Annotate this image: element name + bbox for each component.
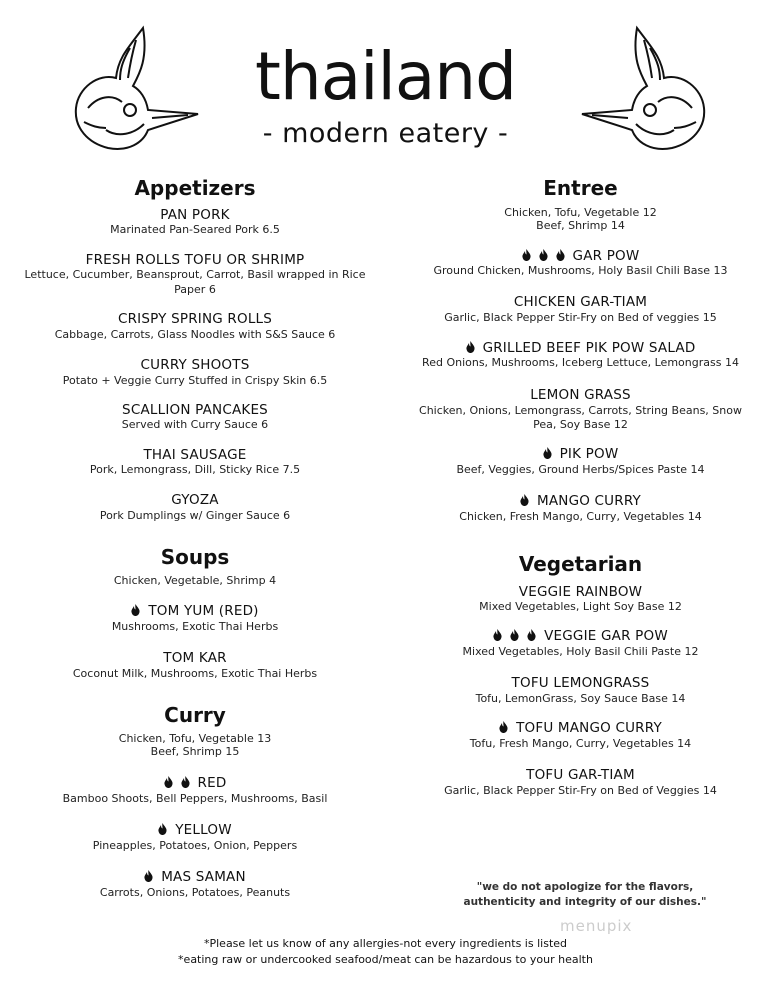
menu-item-name: CRISPY SPRING ROLLS <box>117 311 273 327</box>
menu-item-name-text: TOM YUM (RED) <box>148 603 259 619</box>
menu-item-name-text: GRILLED BEEF PIK POW SALAD <box>482 340 696 356</box>
menu-item-name: TOFU GAR-TIAM <box>526 767 635 783</box>
menu-item-desc: Garlic, Black Pepper Stir-Fry on Bed of Veggies 14 <box>444 784 717 797</box>
menu-item-name <box>0 822 390 838</box>
flame-icon <box>543 447 552 459</box>
tagline-line: "we do not apologize for the flavors, <box>476 881 694 893</box>
menu-item-name: FRESH ROLLS TOFU OR SHRIMP <box>85 252 305 268</box>
flame-icon <box>158 823 167 835</box>
restaurant-title: thailand <box>255 38 516 115</box>
restaurant-subtitle: - modern eatery - <box>262 118 509 149</box>
menu-item-desc: Tofu, Fresh Mango, Curry, Vegetables 14 <box>469 737 692 750</box>
vegetarian-title: Vegetarian <box>518 552 643 576</box>
allergy-footnote: *Please let us know of any allergies-not every ingredients is listed <box>203 937 568 950</box>
menu-item-name-text: MAS SAMAN <box>161 869 246 885</box>
watermark: menupix <box>560 917 633 935</box>
flame-icon <box>131 604 140 616</box>
menu-item-name <box>390 248 771 264</box>
menu-item-name: SCALLION PANCAKES <box>122 402 268 418</box>
flame-icon <box>510 629 519 641</box>
menu-item-name <box>390 493 771 509</box>
entree-note: Chicken, Tofu, Vegetable 12 <box>504 206 657 219</box>
menu-item-desc: Cabbage, Carrots, Glass Noodles with S&S Sauce 6 <box>54 328 336 341</box>
flame-icon <box>493 629 502 641</box>
raw-food-footnote: *eating raw or undercooked seafood/meat can be hazardous to your health <box>178 953 593 966</box>
appetizers-title: Appetizers <box>134 176 256 200</box>
curry-title: Curry <box>164 703 226 727</box>
menu-item-desc: Served with Curry Sauce 6 <box>121 418 269 431</box>
menu-item-name-text: GAR POW <box>572 248 640 264</box>
menu-item-desc: Carrots, Onions, Potatoes, Peanuts <box>99 886 291 899</box>
flame-icon <box>164 776 173 788</box>
menu-item-desc: Ground Chicken, Mushrooms, Holy Basil Chili Base 13 <box>433 264 728 277</box>
menu-item-name: TOFU LEMONGRASS <box>511 675 650 691</box>
soups-note: Chicken, Vegetable, Shrimp 4 <box>113 574 277 587</box>
flame-icon <box>499 721 508 733</box>
menu-item-name-text: PIK POW <box>559 446 619 462</box>
menu-item-name <box>390 720 771 736</box>
menu-item-desc: Pork Dumplings w/ Ginger Sauce 6 <box>99 509 291 522</box>
menu-item-desc: Coconut Milk, Mushrooms, Exotic Thai Herbs <box>72 667 318 680</box>
menu-item-name: CURRY SHOOTS <box>140 357 250 373</box>
tagline-quote <box>455 880 715 910</box>
menu-item-desc: Chicken, Fresh Mango, Curry, Vegetables 14 <box>459 510 702 523</box>
menu-item-name-text: RED <box>197 775 227 791</box>
menu-item-desc: Garlic, Black Pepper Stir-Fry on Bed of veggies 15 <box>444 311 717 324</box>
menu-item-desc: Mixed Vegetables, Holy Basil Chili Paste 12 <box>462 645 699 658</box>
menu-item-name-text: MANGO CURRY <box>536 493 641 509</box>
menu-item-desc: Paper 6 <box>174 283 216 296</box>
menu-item-name <box>390 628 771 644</box>
flame-icon <box>539 249 548 261</box>
menu-item-name <box>0 869 390 885</box>
menu-item-name <box>390 340 771 356</box>
menu-item-desc: Pork, Lemongrass, Dill, Sticky Rice 7.5 <box>89 463 301 476</box>
flame-icon <box>144 870 153 882</box>
menu-item-name-text: TOFU MANGO CURRY <box>516 720 662 736</box>
menu-item-desc: Bamboo Shoots, Bell Peppers, Mushrooms, Basil <box>62 792 328 805</box>
flame-icon <box>556 249 565 261</box>
tagline-line: authenticity and integrity of our dishes." <box>463 896 707 908</box>
menu-item-desc: Mushrooms, Exotic Thai Herbs <box>111 620 279 633</box>
curry-note: Beef, Shrimp 15 <box>150 745 240 758</box>
menu-item-desc: Beef, Veggies, Ground Herbs/Spices Paste 14 <box>456 463 705 476</box>
flame-icon <box>520 494 529 506</box>
menu-item-name: THAI SAUSAGE <box>143 447 247 463</box>
menu-item-name: PAN PORK <box>160 207 230 223</box>
menu-item-name: VEGGIE RAINBOW <box>518 584 643 600</box>
flame-icon <box>181 776 190 788</box>
menu-item-desc: Red Onions, Mushrooms, Iceberg Lettuce, Lemongrass 14 <box>422 356 739 369</box>
menu-item-name: TOM KAR <box>163 650 227 666</box>
menu-item-desc: Lettuce, Cucumber, Beansprout, Carrot, Basil wrapped in Rice <box>24 268 366 281</box>
menu-item-name <box>390 446 771 462</box>
menu-item-name: CHICKEN GAR-TIAM <box>513 294 648 310</box>
menu-item-desc: Tofu, LemonGrass, Soy Sauce Base 14 <box>475 692 686 705</box>
menu-item-name <box>0 603 390 619</box>
menu-item-name-text: VEGGIE GAR POW <box>544 628 668 644</box>
menu-item-name: GYOZA <box>171 492 219 508</box>
menu-item-desc: Potato + Veggie Curry Stuffed in Crispy Skin 6.5 <box>62 374 328 387</box>
curry-note: Chicken, Tofu, Vegetable 13 <box>118 732 272 745</box>
menu-item-name-text: YELLOW <box>175 822 232 838</box>
menu-item-desc: Marinated Pan-Seared Pork 6.5 <box>110 223 280 236</box>
menu-item-name <box>0 775 390 791</box>
menu-item-desc: Pea, Soy Base 12 <box>533 418 628 431</box>
flame-icon <box>466 341 475 353</box>
flame-icon <box>527 629 536 641</box>
menu-item-desc: Mixed Vegetables, Light Soy Base 12 <box>479 600 682 613</box>
soups-title: Soups <box>160 545 230 569</box>
menu-item-desc: Pineapples, Potatoes, Onion, Peppers <box>92 839 298 852</box>
menu-item-name: LEMON GRASS <box>530 387 631 403</box>
entree-note: Beef, Shrimp 14 <box>536 219 625 232</box>
flame-icon <box>522 249 531 261</box>
entree-title: Entree <box>543 176 618 200</box>
menu-item-desc: Chicken, Onions, Lemongrass, Carrots, String Beans, Snow <box>419 404 742 417</box>
